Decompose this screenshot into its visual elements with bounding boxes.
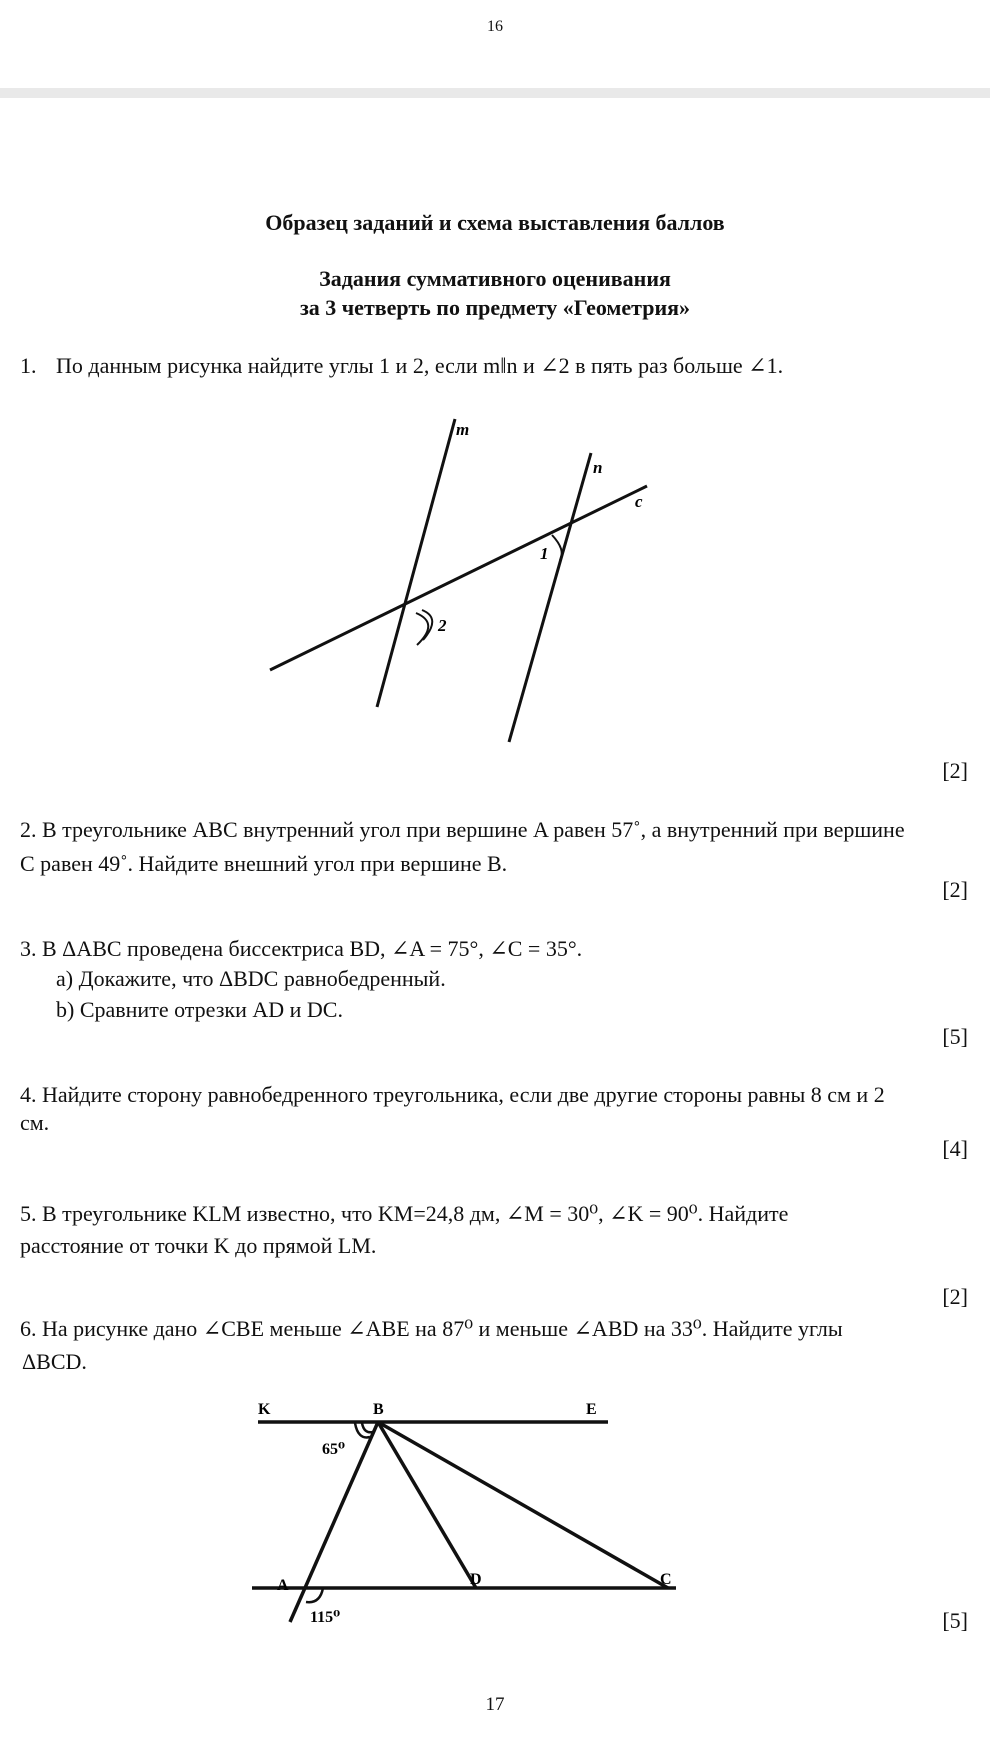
segment-BC xyxy=(378,1422,668,1588)
label-angle-2: 2 xyxy=(438,616,447,635)
label-B: B xyxy=(373,1401,384,1418)
label-A: A xyxy=(277,1577,289,1594)
page-separator xyxy=(0,88,990,98)
task-1-text: По данным рисунка найдите углы 1 и 2, если m‖n и ∠2 в пять раз больше ∠1. xyxy=(56,353,784,378)
task-5-line-1: 5. В треугольнике KLM известно, что KM=24,8 дм, ∠M = 30⁰, ∠K = 90⁰. Найдите xyxy=(20,1201,789,1226)
task-3-item-a: a) Докажите, что ΔBDC равнобедренный. xyxy=(56,966,446,991)
task-6-line-2: ΔBCD. xyxy=(22,1349,87,1374)
line-n xyxy=(509,453,591,742)
task-6-figure xyxy=(240,1390,690,1630)
task-3-item-b: b) Сравните отрезки AD и DC. xyxy=(56,997,343,1022)
task-5-line-2: расстояние от точки K до прямой LM. xyxy=(20,1233,377,1258)
page-number-top: 16 xyxy=(487,18,503,35)
label-angle-1: 1 xyxy=(540,544,549,563)
subtitle-line-2: за 3 четверть по предмету «Геометрия» xyxy=(299,295,691,320)
page-title: Образец заданий и схема выставления баллов xyxy=(265,210,725,235)
task-2-line-2: C равен 49˚. Найдите внешний угол при вершине B. xyxy=(20,851,508,876)
angle-a-arc xyxy=(306,1588,323,1602)
label-C: C xyxy=(660,1571,672,1588)
label-angle-65: 65⁰ xyxy=(322,1441,346,1458)
segment-BD xyxy=(378,1422,476,1588)
task-1-number: 1. xyxy=(20,353,37,378)
label-m: m xyxy=(456,420,470,439)
label-c: c xyxy=(635,492,643,511)
page-number-bottom: 17 xyxy=(485,1694,505,1715)
task-3-points: [5] xyxy=(942,1024,968,1049)
label-D: D xyxy=(470,1571,482,1588)
task-2-points: [2] xyxy=(942,877,968,902)
task-6-points: [5] xyxy=(942,1608,968,1633)
label-n: n xyxy=(593,458,603,477)
label-K: K xyxy=(258,1401,271,1418)
task-2-line-1: 2. В треугольнике ABC внутренний угол при вершине A равен 57˚, а внутренний при вершине xyxy=(20,817,905,842)
task-3-line-1: 3. В ΔABC проведена биссектриса BD, ∠A = 75°, ∠C = 35°. xyxy=(20,936,583,961)
line-m xyxy=(377,419,455,707)
task-1-figure xyxy=(260,395,660,760)
angle-2-arc xyxy=(422,610,432,640)
line-c xyxy=(270,486,647,670)
task-4-line-1: 4. Найдите сторону равнобедренного треугольника, если две другие стороны равны 8 см и 2 xyxy=(20,1082,885,1107)
task-5-points: [2] xyxy=(942,1284,968,1309)
angle-2-arc-outer xyxy=(416,613,428,645)
label-angle-115: 115⁰ xyxy=(310,1609,341,1626)
task-1-points: [2] xyxy=(942,758,968,783)
task-6-line-1: 6. На рисунке дано ∠CBE меньше ∠ABE на 87⁰ и меньше ∠ABD на 33⁰. Найдите углы xyxy=(20,1316,843,1341)
subtitle-line-1: Задания суммативного оценивания xyxy=(319,266,671,291)
label-E: E xyxy=(586,1401,597,1418)
task-4-points: [4] xyxy=(942,1136,968,1161)
task-4-line-2: см. xyxy=(20,1110,50,1135)
angle-b-arc-inner xyxy=(362,1423,373,1432)
